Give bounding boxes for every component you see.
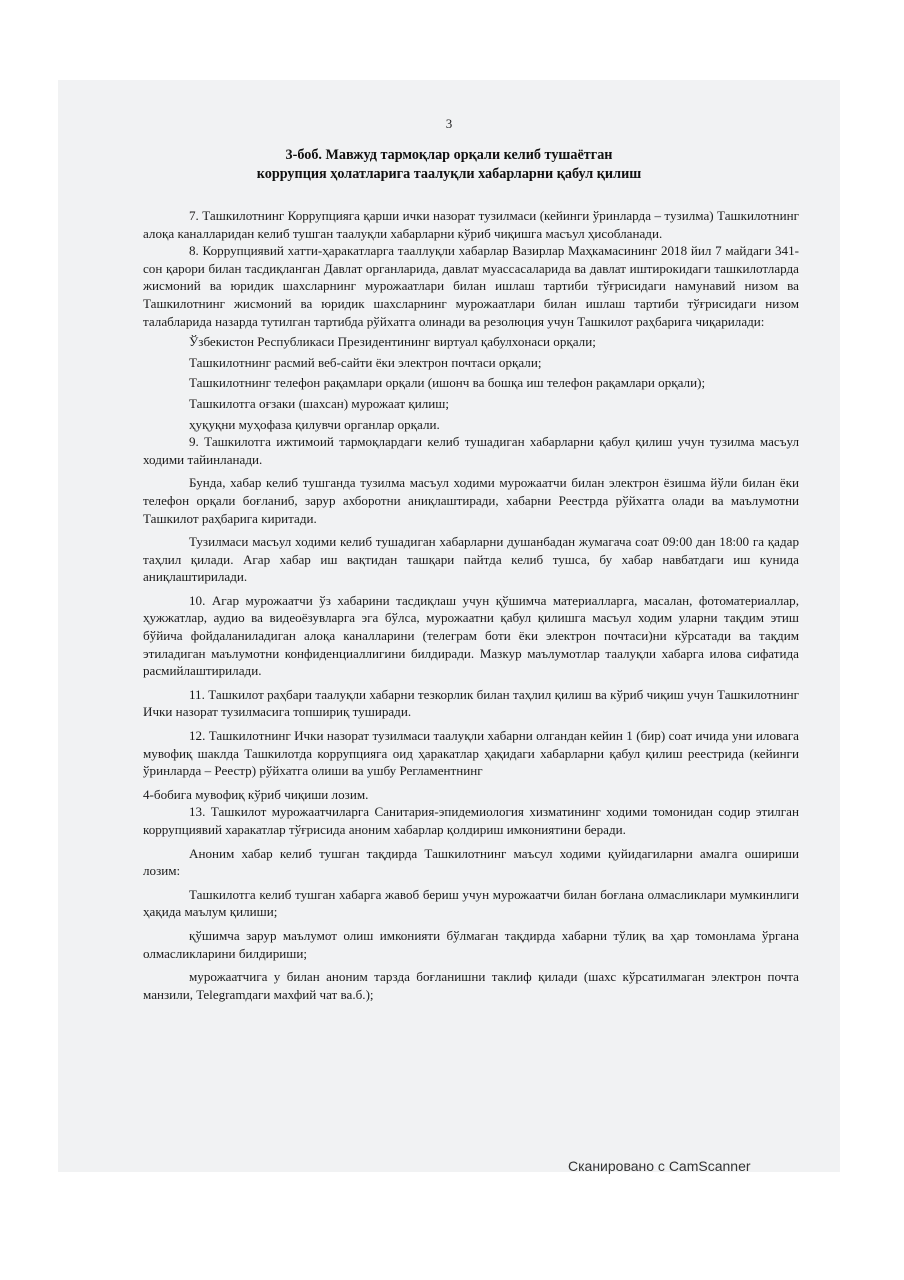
paragraph-12-continued: 4-бобига мувофиқ кўриб чиқиши лозим.	[143, 786, 369, 802]
list-item-website-email: Ташкилотнинг расмий веб-сайти ёки электрон почтаси орқали;	[189, 354, 542, 370]
paragraph-10: 10. Агар мурожаатчи ўз хабарини тасдиқлаш учун қўшимча материалларга, масалан, фотоматериаллар, ҳужжатлар, аудио ва видеоёзувларга эга бўлса, мурожаатни қабул қилишга масъул ходим уларни тақдим этиш бўйича фойдаланиладиган алоқа каналларини (телеграм боти ёки электрон почтаси)ни кўрсатади ва тақдим этиладиган маълумотни конфиденциаллигини билдиради. Мазкур маълумотлар таалуқли хабарга илова сифатида расмийлаштирилади.	[143, 592, 799, 679]
list-item-inform-limited-review: қўшимча зарур маълумот олиш имконияти бўлмаган тақдирда хабарни тўлиқ ва ҳар томонлама ўргана олмасликларини билдириши;	[143, 927, 799, 961]
list-item-offer-anonymous-contact: мурожаатчига у билан аноним тарзда боғланишни таклиф қилади (шахс кўрсатилмаган электрон почта манзили, Telegramдаги махфий чат ва.б.);	[143, 969, 799, 1002]
page-number: 3	[445, 116, 453, 131]
list-item-virtual-reception: Ўзбекистон Республикаси Президентининг виртуал қабулхонаси орқали;	[189, 334, 596, 350]
list-item-law-enforcement: ҳуқуқни муҳофаза қилувчи органлар орқали.	[189, 416, 440, 432]
document-body	[143, 207, 799, 1003]
paragraph-11: 11. Ташкилот раҳбари таалуқли хабарни тезкорлик билан таҳлил қилиш ва кўриб чиқиш учун Ташкилотнинг Ички назорат тузилмасига топшириқ туширади.	[143, 686, 799, 720]
paragraph-9: 9. Ташкилотга ижтимоий тармоқлардаги келиб тушадиган хабарларни қабул қилиш учун тузилма масъул ходими тайинланади.	[143, 434, 799, 467]
chapter-heading	[118, 146, 780, 184]
chapter-heading-line-1: 3-боб. Мавжуд тармоқлар орқали келиб тушаётган	[285, 147, 613, 163]
camscanner-watermark: Сканировано с CamScanner	[568, 1158, 751, 1174]
list-item-inform-no-contact: Ташкилотга келиб тушган хабарга жавоб бериш учун мурожаатчи билан боғлана олмасликлари мумкинлиги ҳақида маълум қилиши;	[143, 886, 799, 920]
scanned-page	[58, 80, 840, 1172]
list-item-phone: Ташкилотнинг телефон рақамлари орқали (ишонч ва бошқа иш телефон рақамлари орқали);	[189, 375, 706, 391]
paragraph-13-anonymous: Аноним хабар келиб тушган тақдирда Ташкилотнинг маъсул ходими қуйидагиларни амалга ошириши лозим:	[143, 845, 799, 879]
paragraph-7: 7. Ташкилотнинг Коррупцияга қарши ички назорат тузилмаси (кейинги ўринларда – тузилма) Ташкилотнинг алоқа каналларидан келиб тушган таалуқли хабарларни кўриб чиқишга масъул ҳисобланади.	[143, 208, 799, 241]
paragraph-13: 13. Ташкилот мурожаатчиларга Санитария-эпидемиология хизматининг ходими томонидан содир этилган коррупциявий харакатлар тўғрисида аноним хабарлар қолдириш имкониятини беради.	[143, 804, 799, 837]
paragraph-9-schedule: Тузилмаси масъул ходими келиб тушадиган хабарларни душанбадан жумагача соат 09:00 дан 18:00 га қадар таҳлил қилади. Агар хабар иш вақтидан ташқари пайтда келиб тушса, бу хабар навбатдаги иш кунида аниқлаштирилади.	[143, 534, 799, 585]
list-item-oral-appeal: Ташкилотга оғзаки (шахсан) мурожаат қилиш;	[189, 395, 449, 411]
paragraph-8: 8. Коррупциявий хатти-ҳаракатларга тааллуқли хабарлар Вазирлар Маҳкамасининг 2018 йил 7 майдаги 341-сон қарори билан тасдиқланган Давлат органларида, давлат муассасаларида ва давлат иштирокидаги ташкилотларда жисмоний ва юридик шахсларнинг мурожаатлари билан ишлаш тартиби тўғрисидаги намунавий низом ва Ташкилотнинг жисмоний ва юридик шахсларнинг мурожаатлари билан ишлаш тартиби тўғрисидаги низом талабларида назарда тутилган тартибда рўйхатга олинади ва резолюция учун Ташкилот раҳбарига чиқарилади:	[143, 243, 799, 329]
chapter-heading-line-2: коррупция ҳолатларига таалуқли хабарларни қабул қилиш	[256, 166, 642, 182]
paragraph-9-detail: Бунда, хабар келиб тушганда тузилма масъул ходими мурожаатчи билан электрон ёзишма йўли билан ёки телефон орқали боғланиб, зарур ахборотни аниқлаштиради, хабарни Реестрда рўйхатга олади ва маълумотни Ташкилот раҳбарига киритади.	[143, 475, 799, 526]
paragraph-12: 12. Ташкилотнинг Ички назорат тузилмаси таалуқли хабарни олгандан кейин 1 (бир) соат ичида уни иловага мувофиқ шаклда Ташкилотда коррупцияга оид ҳаракатлар ҳақидаги хабарларни қабул қилиш реестрида (кейинги ўринларда – Реестр) рўйхатга олиши ва ушбу Регламентнинг	[143, 728, 799, 779]
